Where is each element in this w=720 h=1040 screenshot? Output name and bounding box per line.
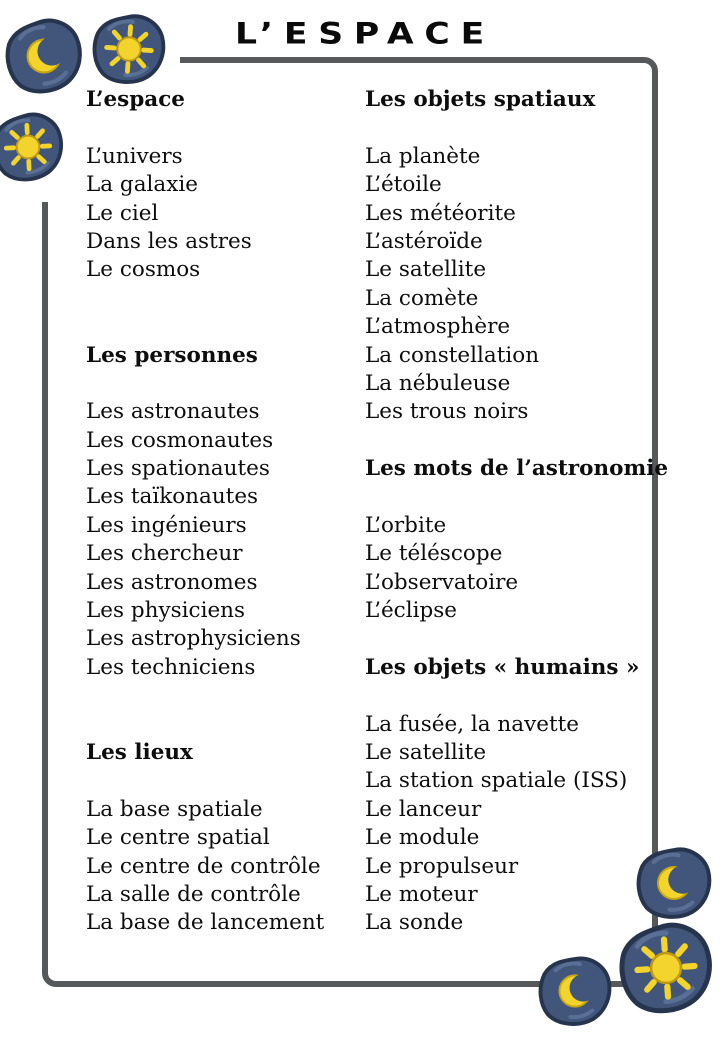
section-heading	[365, 455, 669, 483]
section-heading	[86, 342, 361, 370]
blank-line	[365, 625, 665, 653]
vocab-item	[365, 256, 665, 284]
vocab-item-label: L’atmosphère	[365, 314, 511, 340]
vocab-item	[86, 427, 361, 455]
vocab-item	[86, 143, 361, 171]
blank-line	[365, 427, 665, 455]
vocab-item-label: Le module	[365, 825, 480, 851]
vocab-item	[365, 398, 665, 426]
section-heading-label: Les mots de l’astronomie	[365, 456, 669, 482]
vocab-item	[365, 512, 665, 540]
blank-line	[86, 114, 361, 142]
blank-line	[86, 767, 361, 795]
vocab-item	[365, 228, 665, 256]
moon-badge-icon	[1, 15, 87, 98]
vocab-item-label: L’astéroïde	[365, 228, 483, 254]
section-heading	[365, 654, 665, 682]
vocab-item	[86, 256, 361, 284]
vocab-item	[365, 200, 665, 228]
vocab-item	[86, 455, 361, 483]
vocab-item-label: L’étoile	[365, 172, 442, 198]
vocab-item-label: La sonde	[365, 910, 464, 936]
vocab-item	[86, 569, 361, 597]
vocab-item-label: Les taïkonautes	[86, 484, 259, 510]
vocab-item-label: La planète	[365, 143, 481, 169]
section-heading-label: Les objets « humains »	[365, 654, 640, 680]
vocab-item	[365, 597, 665, 625]
vocab-column-left	[86, 86, 361, 938]
vocab-item	[365, 285, 665, 313]
vocab-item-label: Le lanceur	[365, 796, 482, 822]
moon-badge-icon	[633, 843, 715, 923]
vocab-item-label: Les physiciens	[86, 598, 246, 624]
vocab-item-label: L’univers	[86, 143, 183, 169]
sun-badge-icon	[0, 106, 66, 188]
vocab-item-label: La fusée, la navette	[365, 711, 579, 737]
vocab-item-label: Les trous noirs	[365, 399, 529, 425]
vocab-item	[365, 767, 665, 795]
vocab-item-label: Les techniciens	[86, 654, 256, 680]
vocab-item-label: La galaxie	[86, 172, 198, 198]
vocab-item-label: Le satellite	[365, 739, 487, 765]
vocab-item	[86, 824, 361, 852]
vocab-item	[86, 398, 361, 426]
blank-line	[365, 114, 665, 142]
blank-line	[86, 711, 361, 739]
vocab-item	[86, 540, 361, 568]
vocab-item	[86, 909, 361, 937]
vocab-item-label: La base de lancement	[86, 910, 325, 936]
sun-badge-icon	[89, 8, 168, 91]
section-heading	[365, 86, 665, 114]
vocab-item-label: La comète	[365, 285, 479, 311]
vocab-item	[365, 796, 665, 824]
vocab-item	[365, 569, 665, 597]
vocab-item	[86, 512, 361, 540]
section-heading-label: Les objets spatiaux	[365, 87, 596, 112]
vocab-item-label: La station spatiale (ISS)	[365, 768, 628, 794]
vocab-item	[86, 597, 361, 625]
vocab-item	[365, 171, 665, 199]
vocab-item-label: La base spatiale	[86, 796, 263, 822]
vocab-item-label: Le centre spatial	[86, 825, 270, 851]
vocab-item	[365, 853, 665, 881]
vocab-item	[365, 824, 665, 852]
blank-line	[86, 370, 361, 398]
vocab-item	[86, 625, 361, 653]
vocab-item-label: Les astrophysiciens	[86, 626, 301, 652]
vocab-item-label: Le propulseur	[365, 853, 519, 879]
vocab-item-label: La constellation	[365, 342, 540, 368]
vocab-item	[365, 881, 665, 909]
vocab-item	[365, 313, 665, 341]
vocab-item-label: La nébuleuse	[365, 370, 511, 396]
blank-line	[365, 682, 665, 710]
vocab-item	[86, 796, 361, 824]
vocab-item-label: Le centre de contrôle	[86, 853, 321, 879]
vocab-item-label: Les astronautes	[86, 399, 260, 425]
vocab-item	[86, 228, 361, 256]
vocab-item	[86, 200, 361, 228]
vocab-item	[86, 171, 361, 199]
vocab-item-label: L’éclipse	[365, 598, 457, 624]
vocab-item	[365, 143, 665, 171]
section-heading-label: Les lieux	[86, 739, 193, 765]
vocab-item	[86, 654, 361, 682]
blank-line	[86, 682, 361, 710]
blank-line	[365, 483, 665, 511]
section-heading	[86, 86, 361, 114]
vocab-item-label: Le téléscope	[365, 541, 503, 567]
vocab-item	[365, 342, 665, 370]
vocab-item-label: Dans les astres	[86, 228, 252, 254]
vocab-item	[365, 540, 665, 568]
vocab-item	[86, 853, 361, 881]
vocab-item-label: La salle de contrôle	[86, 881, 301, 907]
section-heading-label: Les personnes	[86, 342, 258, 368]
vocab-item-label: Les chercheur	[86, 541, 243, 567]
vocab-item-label: L’orbite	[365, 512, 447, 538]
blank-line	[86, 313, 361, 341]
vocab-item	[86, 881, 361, 909]
vocab-item-label: Les spationautes	[86, 456, 270, 482]
section-heading-label: L’espace	[86, 87, 185, 112]
sun-badge-icon	[615, 919, 717, 1017]
page-title: L’ESPACE	[235, 16, 495, 51]
vocab-item-label: Les astronomes	[86, 569, 258, 595]
vocab-item	[365, 370, 665, 398]
vocab-item-label: Le ciel	[86, 200, 159, 226]
vocab-item-label: Le moteur	[365, 881, 478, 907]
vocab-item-label: Les météorite	[365, 200, 516, 226]
blank-line	[86, 285, 361, 313]
vocab-item-label: Les ingénieurs	[86, 512, 247, 538]
vocab-item	[86, 483, 361, 511]
vocab-item-label: Le satellite	[365, 257, 487, 283]
vocab-item	[365, 711, 665, 739]
vocab-column-right	[365, 86, 669, 938]
moon-badge-icon	[534, 950, 615, 1031]
vocab-item-label: Le cosmos	[86, 257, 201, 283]
section-heading	[86, 739, 361, 767]
vocab-item	[365, 739, 665, 767]
vocab-item-label: Les cosmonautes	[86, 427, 274, 453]
vocab-item-label: L’observatoire	[365, 569, 519, 595]
